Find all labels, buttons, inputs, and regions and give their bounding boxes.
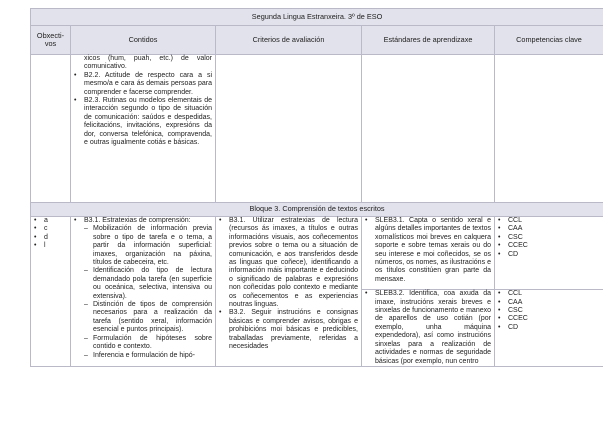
competencia-item: • CAA (498, 225, 600, 233)
competencia-item: • CSC (498, 234, 600, 242)
contidos-fragment: xicos (hum, puah, etc.) de valor comunicativo. (84, 55, 212, 71)
competencia-item: • CSC (498, 307, 600, 315)
table-row (31, 217, 604, 290)
contidos-subitem: – Identificación do tipo de lectura demandado pola tarefa (en superficie ou oceánica, selectiva, intensiva ou extensiva). (84, 267, 212, 301)
obxectivos-cell (31, 217, 71, 367)
estandares-cell (362, 217, 495, 290)
contidos-subitem: – Distinción de tipos de comprensión necesarios para a realización da tarefa (sentido xeral, información esencial e puntos principais). (84, 301, 212, 335)
competencia-item: • CCL (498, 290, 600, 298)
competencias-cell (495, 55, 604, 203)
competencia-item: • CCL (498, 217, 600, 225)
estandar-item: • SLEB3.1. Capta o sentido xeral e algúns detalles importantes de textos xornalísticos moi breves en calquera soporte e sobre temas xerais ou do seu interese e moi coñecidos, se os números, os nomes, as ilustracións e os títulos constitúen gran parte da mensaxe. (365, 217, 491, 284)
competencia-item: • CD (498, 251, 600, 259)
criterios-cell (216, 55, 362, 203)
header-obxectivos: Obxecti-vos (31, 26, 71, 55)
curriculum-table-region (30, 8, 603, 416)
obxectivo-item: • a (34, 217, 67, 225)
contidos-item (74, 217, 212, 360)
estandares-cell (362, 290, 495, 367)
header-estandares: Estándares de aprendizaxe (362, 26, 495, 55)
header-competencias: Competencias clave (495, 26, 604, 55)
criterio-item: • B3.1. Utilizar estratexias de lectura (recursos ás imaxes, a títulos e outras informacións visuais, aos coñecementos previos sobre o tema ou a situación de comunicación, e aos transferidos desde as linguas que coñece), identificando a información máis importante e deducindo o significado de palabras e expresións non coñecidas polo contexto e mediante os coñecementos e as experiencias noutras linguas. (219, 217, 358, 309)
contidos-subitem: – Mobilización de información previa sobre o tipo de tarefa e o tema, a partir da información superficial: imaxes, organización na páxina, títulos de cabeceira, etc. (84, 225, 212, 267)
obxectivo-item: • l (34, 242, 67, 250)
competencias-cell (495, 290, 604, 367)
contidos-cell (71, 55, 216, 203)
contidos-item: • B2.2. Actitude de respecto cara a si mesmo/a e cara ás demais persoas para comprender e facerse comprender. (74, 72, 212, 97)
contidos-item-label: B3.1. Estratexias de comprensión: (84, 217, 191, 224)
estandar-item: • SLEB3.2. Identifica, coa axuda da imaxe, instrucións xerais breves e sinxelas de funcionamento e manexo de aparellos de uso cotián (por exemplo, unha máquina expendedora), así como instrucións sinxelas para a realización de actividades e normas de seguridade básicas (por exemplo, nun centro (365, 290, 491, 366)
header-contidos: Contidos (71, 26, 216, 55)
criterios-cell (216, 217, 362, 367)
obxectivos-cell (31, 55, 71, 203)
contidos-item: • B2.3. Rutinas ou modelos elementais de interacción segundo o tipo de situación de comunicación: saúdos e despedidas, felicitacións, invitacións, expresións da dor, conversa telefónica, compravenda, e outras igualmente cotiás e básicas. (74, 97, 212, 147)
criterio-item: • B3.2. Seguir instrucións e consignas básicas e comprender avisos, obrigas e prohibicións moi básicas e predicibles, traballadas previamente, referidas a necesidades (219, 309, 358, 351)
contidos-subitem: – Formulación de hipóteses sobre contido e contexto. (84, 335, 212, 352)
header-criterios: Criterios de avaliación (216, 26, 362, 55)
competencia-item: • CCEC (498, 242, 600, 250)
competencia-item: • CAA (498, 299, 600, 307)
obxectivo-item: • d (34, 234, 67, 242)
table-row (31, 55, 604, 203)
block-title: Bloque 3. Comprensión de textos escritos (31, 203, 604, 217)
table-title: Segunda Lingua Estranxeira. 3º de ESO (31, 9, 604, 26)
competencias-cell (495, 217, 604, 290)
estandares-cell (362, 55, 495, 203)
contidos-subitem: – Inferencia e formulación de hipó- (84, 352, 212, 360)
competencia-item: • CD (498, 324, 600, 332)
curriculum-table (30, 8, 603, 367)
competencia-item: • CCEC (498, 315, 600, 323)
contidos-cell (71, 217, 216, 367)
obxectivo-item: • c (34, 225, 67, 233)
